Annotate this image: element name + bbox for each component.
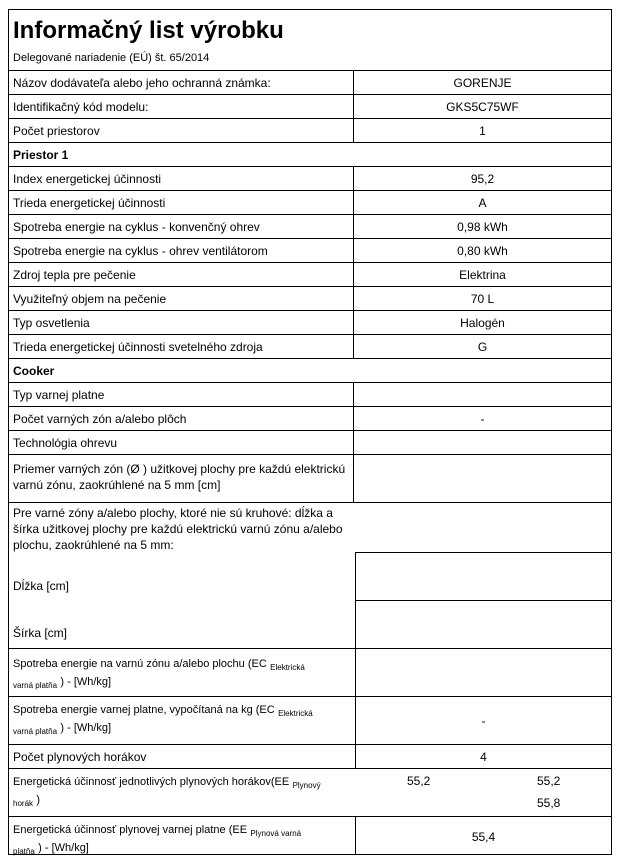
label-supplier: Názov dodávateľa alebo jeho ochranná známka: bbox=[13, 76, 271, 90]
value-model: GKS5C75WF bbox=[353, 95, 611, 118]
ec-zone-main: Spotreba energie na varnú zónu a/alebo plochu (EC bbox=[13, 658, 267, 670]
ee-burner-sub1: Plynový bbox=[292, 781, 321, 790]
noncircular-line3: plochu, zaokrúhlené na 5 mm: bbox=[13, 538, 174, 552]
value-eei: 95,2 bbox=[353, 167, 611, 190]
row-ee-burner bbox=[9, 768, 611, 816]
label-length: Dĺžka [cm] bbox=[13, 579, 70, 593]
label-fan-consumption: Spotreba energie na cyklus - ohrev ventilátorom bbox=[13, 244, 268, 258]
label-ec-hob bbox=[9, 697, 353, 744]
ee-hob-main: Energetická účinnosť plynovej varnej platne (EE bbox=[13, 824, 248, 836]
ec-hob-sub1: Elektrická bbox=[278, 709, 313, 718]
ee-burner-sub2: horák bbox=[13, 799, 34, 808]
row-eei bbox=[9, 166, 611, 190]
ee-hob-sub1: Plynová varná bbox=[250, 829, 302, 838]
label-burners: Počet plynových horákov bbox=[13, 750, 147, 764]
regulation-reference: Delegované nariadenie (EÚ) št. 65/2014 bbox=[13, 52, 210, 64]
row-model bbox=[9, 94, 611, 118]
ec-hob-sub2: varná platňa bbox=[13, 727, 58, 736]
value-zones: - bbox=[353, 407, 611, 430]
ee-hob-tail: ) - [Wh/kg] bbox=[38, 842, 89, 854]
row-ee-hob bbox=[9, 816, 611, 854]
row-supplier bbox=[9, 70, 611, 94]
value-ec-zone bbox=[355, 649, 611, 696]
value-heat-source: Elektrina bbox=[353, 263, 611, 286]
row-fan-consumption bbox=[9, 238, 611, 262]
value-fan-consumption: 0,80 kWh bbox=[353, 239, 611, 262]
label-diameter bbox=[9, 455, 353, 502]
noncircular-line1: Pre varné zóny a/alebo plochy, ktoré nie sú kruhové: dĺžka a bbox=[13, 506, 333, 520]
row-hob-type bbox=[9, 382, 611, 406]
value-hob-type bbox=[353, 383, 611, 406]
row-heating-tech bbox=[9, 430, 611, 454]
section-cavity-title: Priestor 1 bbox=[13, 148, 69, 162]
value-burners: 4 bbox=[355, 745, 611, 768]
label-volume: Využiteľný objem na pečenie bbox=[13, 292, 167, 306]
value-lighting: Halogén bbox=[353, 311, 611, 334]
label-width: Šírka [cm] bbox=[13, 626, 68, 640]
value-conv-consumption: 0,98 kWh bbox=[353, 215, 611, 238]
row-ec-hob bbox=[9, 696, 611, 744]
ec-zone-sub2: varná platňa bbox=[13, 681, 58, 690]
ec-hob-tail: ) - [Wh/kg] bbox=[60, 722, 112, 734]
ee-hob-sub2: platňa bbox=[13, 847, 35, 856]
ec-zone-tail: ) - [Wh/kg] bbox=[60, 676, 112, 688]
value-ee-hob: 55,4 bbox=[355, 817, 611, 854]
label-cavities: Počet priestorov bbox=[13, 124, 100, 138]
sheet-title: Informačný list výrobku bbox=[13, 17, 284, 44]
row-light-class bbox=[9, 334, 611, 358]
label-diameter-line1: Priemer varných zón (Ø ) užitkovej plochy pre každú elektrickú bbox=[13, 462, 346, 476]
row-energy-class bbox=[9, 190, 611, 214]
ee-burner-tail: ) bbox=[36, 794, 41, 806]
label-ee-hob bbox=[9, 817, 353, 854]
value-width bbox=[355, 600, 611, 648]
value-length bbox=[355, 552, 611, 600]
row-cavities bbox=[9, 118, 611, 142]
value-diameter bbox=[353, 455, 611, 502]
label-ee-burner bbox=[9, 769, 353, 816]
section-cooker bbox=[9, 358, 611, 382]
label-zones: Počet varných zón a/alebo plôch bbox=[13, 412, 187, 426]
label-energy-class: Trieda energetickej účinnosti bbox=[13, 196, 166, 210]
row-zones bbox=[9, 406, 611, 430]
value-ee-burner-2: 55,2 bbox=[537, 774, 561, 788]
label-heat-source: Zdroj tepla pre pečenie bbox=[13, 268, 136, 282]
label-lighting: Typ osvetlenia bbox=[13, 316, 90, 330]
row-diameter bbox=[9, 454, 611, 502]
label-hob-type: Typ varnej platne bbox=[13, 388, 105, 402]
value-supplier: GORENJE bbox=[353, 71, 611, 94]
label-heating-tech: Technológia ohrevu bbox=[13, 436, 118, 450]
row-heat-source bbox=[9, 262, 611, 286]
row-conv-consumption bbox=[9, 214, 611, 238]
product-information-sheet bbox=[8, 9, 612, 855]
label-conv-consumption: Spotreba energie na cyklus - konvenčný ohrev bbox=[13, 220, 260, 234]
row-volume bbox=[9, 286, 611, 310]
label-ec-zone bbox=[9, 649, 353, 696]
section-cooker-title: Cooker bbox=[13, 364, 55, 378]
value-heating-tech bbox=[353, 431, 611, 454]
row-burners bbox=[9, 744, 611, 768]
value-ee-burner-3: 55,8 bbox=[537, 796, 561, 810]
value-cavities: 1 bbox=[353, 119, 611, 142]
value-energy-class: A bbox=[353, 191, 611, 214]
ec-zone-sub1: Elektrická bbox=[270, 663, 305, 672]
ee-burner-main: Energetická účinnosť jednotlivých plynových horákov(EE bbox=[13, 776, 290, 788]
value-ec-hob: - bbox=[355, 697, 611, 744]
label-diameter-line2: varnú zónu, zaokrúhlené na 5 mm [cm] bbox=[13, 478, 221, 492]
noncircular-line2: šírka užitkovej plochy pre každú elektrickú varnú zónu a/alebo bbox=[13, 522, 343, 536]
ec-hob-main: Spotreba energie varnej platne, vypočítaná na kg (EC bbox=[13, 704, 275, 716]
value-ee-burner-1: 55,2 bbox=[407, 774, 431, 788]
row-ec-zone bbox=[9, 648, 611, 696]
label-light-class: Trieda energetickej účinnosti svetelného zdroja bbox=[13, 340, 263, 354]
label-eei: Index energetickej účinnosti bbox=[13, 172, 162, 186]
section-cavity bbox=[9, 142, 611, 166]
value-volume: 70 L bbox=[353, 287, 611, 310]
label-model: Identifikačný kód modelu: bbox=[13, 100, 149, 114]
value-light-class: G bbox=[353, 335, 611, 358]
row-lighting bbox=[9, 310, 611, 334]
